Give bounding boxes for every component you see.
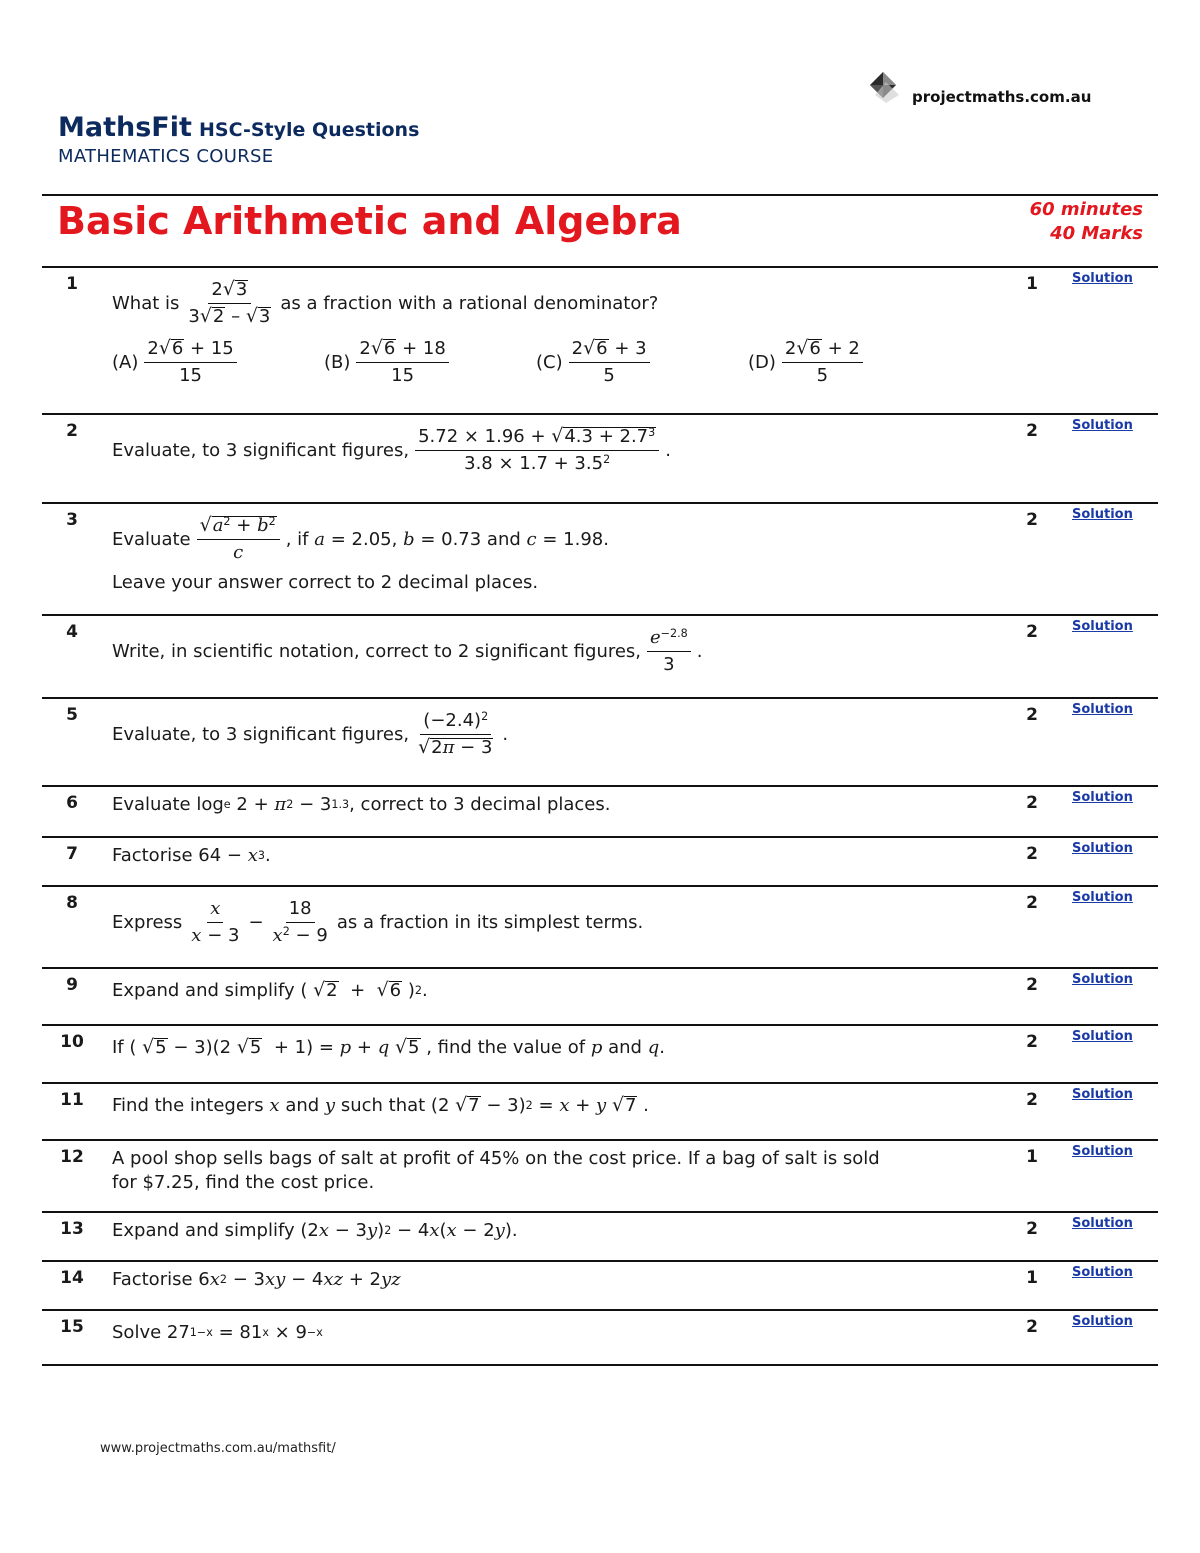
brand-subtitle: HSC-Style Questions <box>199 119 420 141</box>
solution-link[interactable]: Solution <box>1072 1265 1133 1280</box>
solution-link[interactable]: Solution <box>1072 890 1133 905</box>
course-name: MATHEMATICS COURSE <box>58 146 274 167</box>
question-15 <box>42 1309 1158 1365</box>
divider <box>42 194 1158 196</box>
solution-link[interactable]: Solution <box>1072 841 1133 856</box>
question-2 <box>42 413 1158 503</box>
solution-link[interactable]: Solution <box>1072 702 1133 717</box>
page-title: Basic Arithmetic and Algebra <box>57 199 682 243</box>
question-number: 4 <box>66 622 78 642</box>
question-body: Find the integers x and y such that (2 √ 7 − 3) 2 = x + y √ 7 . <box>112 1094 649 1117</box>
question-body: Evaluate √ $a^2 + b^2$ c , if a = 2.05, b = 0.73 and c = 1.98. Leave your answer correct to 2 decimal places. <box>112 514 609 593</box>
question-14 <box>42 1260 1158 1310</box>
solution-link[interactable]: Solution <box>1072 271 1133 286</box>
footer-url[interactable]: www.projectmaths.com.au/mathsfit/ <box>100 1441 336 1456</box>
site-name: projectmaths.com.au <box>912 88 1092 106</box>
option-d[interactable]: (D) 2 √ 6 + 2 5 <box>748 337 960 388</box>
question-7 <box>42 836 1158 886</box>
question-number: 8 <box>66 893 78 913</box>
question-number: 15 <box>60 1317 84 1337</box>
question-body: If ( √ 5 − 3)(2 √ 5 + 1) = p + q √ 5 , find the value of p and q . <box>112 1036 665 1059</box>
question-body: What is 2 √ 3 3 √ 2 – √ 3 as a fraction with a rational denominator? (A) 2 √ 6 + 15 15 (B) 2 √ 6 + 18 15 (C) 2 √ 6 + 3 5 (D) 2 √ 6 + 2 5 <box>112 274 972 388</box>
paper-meta <box>1030 198 1143 246</box>
question-4 <box>42 614 1158 698</box>
question-11 <box>42 1082 1158 1140</box>
question-number: 11 <box>60 1090 84 1110</box>
question-6 <box>42 785 1158 837</box>
question-12 <box>42 1139 1158 1212</box>
question-number: 10 <box>60 1032 84 1052</box>
question-marks: 2 <box>1026 1219 1038 1239</box>
question-marks: 2 <box>1026 705 1038 725</box>
question-body: Evaluate log e 2 + π 2 − 3 1.3 , correct to 3 decimal places. <box>112 794 611 815</box>
question-marks: 2 <box>1026 421 1038 441</box>
solution-link[interactable]: Solution <box>1072 972 1133 987</box>
question-number: 9 <box>66 975 78 995</box>
question-1 <box>42 266 1158 414</box>
question-body: Evaluate, to 3 significant figures, 5.72 × 1.96 + √ $4.3 + 2.7^3$ $3.8 \times 1.7 + 3.5^2$ . <box>112 425 671 474</box>
question-number: 2 <box>66 421 78 441</box>
question-3 <box>42 502 1158 615</box>
question-body: Factorise 6 x 2 − 3 xy − 4 xz + 2 yz <box>112 1269 401 1290</box>
question-number: 5 <box>66 705 78 725</box>
solution-link[interactable]: Solution <box>1072 418 1133 433</box>
question-8 <box>42 885 1158 968</box>
diamond-logo-icon <box>866 70 900 104</box>
question-10 <box>42 1024 1158 1083</box>
question-number: 1 <box>66 274 78 294</box>
option-c[interactable]: (C) 2 √ 6 + 3 5 <box>536 337 748 388</box>
question-body: Solve 27 1−x = 81 x × 9 −x <box>112 1322 323 1343</box>
solution-link[interactable]: Solution <box>1072 619 1133 634</box>
question-number: 3 <box>66 510 78 530</box>
answer-options <box>112 337 972 388</box>
solution-link[interactable]: Solution <box>1072 790 1133 805</box>
option-b[interactable]: (B) 2 √ 6 + 18 15 <box>324 337 536 388</box>
question-marks: 2 <box>1026 1090 1038 1110</box>
question-number: 7 <box>66 844 78 864</box>
question-body: Evaluate, to 3 significant figures, $(-2.4)^2$ √ 2π − 3 . <box>112 709 509 758</box>
question-marks: 1 <box>1026 1147 1038 1167</box>
solution-link[interactable]: Solution <box>1072 1144 1133 1159</box>
question-body: Write, in scientific notation, correct to 2 significant figures, $\frac{e^{-2.8}}{3}$ . <box>112 626 703 675</box>
question-marks: 2 <box>1026 793 1038 813</box>
total-marks: 40 Marks <box>1050 223 1143 244</box>
solution-link[interactable]: Solution <box>1072 1087 1133 1102</box>
question-number: 12 <box>60 1147 84 1167</box>
question-body: Express $\frac{x}{x - 3}$ − $\frac{18}{x^2 - 9}$ as a fraction in its simplest terms. <box>112 898 644 946</box>
question-number: 6 <box>66 793 78 813</box>
option-a[interactable]: (A) 2 √ 6 + 15 15 <box>112 337 324 388</box>
question-marks: 2 <box>1026 1317 1038 1337</box>
question-marks: 2 <box>1026 893 1038 913</box>
question-marks: 2 <box>1026 622 1038 642</box>
solution-link[interactable]: Solution <box>1072 1029 1133 1044</box>
time-allowed: 60 minutes <box>1029 199 1143 220</box>
question-body: A pool shop sells bags of salt at profit of 45% on the cost price. If a bag of salt is sold for $7.25, find the cost price. <box>112 1148 880 1193</box>
question-marks: 1 <box>1026 1268 1038 1288</box>
question-marks: 2 <box>1026 1032 1038 1052</box>
solution-link[interactable]: Solution <box>1072 507 1133 522</box>
question-9 <box>42 967 1158 1025</box>
question-body: Factorise 64 − x 3 . <box>112 845 271 866</box>
question-marks: 2 <box>1026 510 1038 530</box>
question-marks: 1 <box>1026 274 1038 294</box>
question-marks: 2 <box>1026 975 1038 995</box>
brand <box>58 112 419 143</box>
question-body: Expand and simplify (2 x − 3 y ) 2 − 4 x ( x − 2 y ). <box>112 1220 518 1241</box>
divider <box>42 1364 1158 1366</box>
solution-link[interactable]: Solution <box>1072 1216 1133 1231</box>
question-number: 14 <box>60 1268 84 1288</box>
brand-name: MathsFit <box>58 112 192 143</box>
question-5 <box>42 697 1158 786</box>
solution-link[interactable]: Solution <box>1072 1314 1133 1329</box>
question-number: 13 <box>60 1219 84 1239</box>
question-body: Expand and simplify ( √ 2 + √ 6 ) 2 . <box>112 979 428 1002</box>
question-marks: 2 <box>1026 844 1038 864</box>
question-13 <box>42 1211 1158 1261</box>
